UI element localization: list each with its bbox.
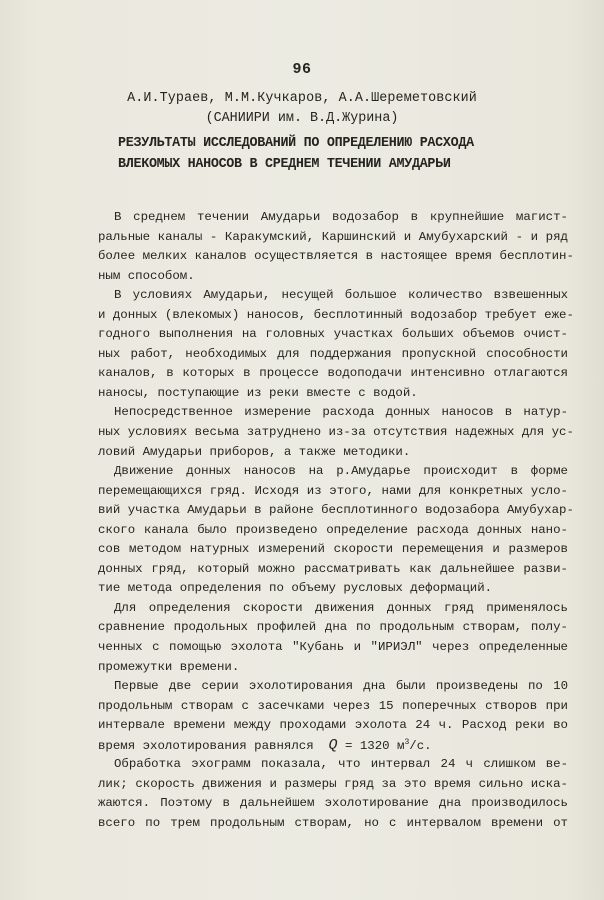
body-line: промежутки времени. — [98, 659, 240, 674]
body-line: жаются. Поэтому в дальнейшем эхолотирование дна производилось — [98, 796, 568, 811]
body-line: продольным створам с засечками через 15 поперечных створов при — [98, 698, 568, 713]
body-line: более мелких каналов осуществляется в настоящее время бесплотин- — [98, 249, 574, 264]
body-line: и донных (влекомых) наносов, бесплотинный водозабор требует еже- — [98, 307, 574, 322]
body-line: Непосредственное измерение расхода донных наносов в натур- — [114, 405, 568, 420]
body-line: В условиях Амударьи, несущей большое количество взвешенных — [114, 288, 568, 303]
body-line: годного выполнения на головных участках больших объемов очист- — [98, 327, 568, 342]
page-number: 96 — [292, 61, 312, 78]
body-line: Движение донных наносов на р.Амударье происходит в форме — [114, 464, 568, 479]
discharge-exponent: 3 — [404, 737, 410, 747]
formula-lead-text: время эхолотирования равнялся — [98, 738, 314, 753]
body-line: перемещающихся гряд. Исходя из этого, нами для конкретных усло- — [98, 483, 568, 498]
body-line: лик; скорость движения и размеры гряд за это время сильно иска- — [98, 776, 568, 791]
body-line: ского канала было произведено определение расхода донных нано- — [98, 522, 568, 537]
article-title-line-2: ВЛЕКОМЫХ НАНОСОВ В СРЕДНЕМ ТЕЧЕНИИ АМУДАРЬИ — [118, 157, 451, 172]
body-line: В среднем течении Амударьи водозабор в крупнейшие магист- — [114, 210, 568, 224]
article-body — [98, 208, 574, 834]
discharge-unit-tail: /с. — [409, 738, 432, 753]
body-line: ным способом. — [98, 268, 195, 283]
body-line: всего по трем продольным створам, но с интервалом времени от — [98, 815, 568, 830]
body-line: Первые две серии эхолотирования дна были произведены по 10 — [114, 679, 568, 694]
institution-line: (САНИИРИ им. В.Д.Журина) — [205, 111, 399, 126]
authors-line: А.И.Тураев, М.М.Кучкаров, А.А.Шереметовский — [127, 91, 477, 106]
discharge-value: = 1320 м — [344, 738, 405, 753]
body-line: вий участка Амударьи в районе бесплотинного водозабора Амубухар- — [98, 503, 574, 518]
body-line-with-formula — [98, 736, 568, 756]
body-line: Для определения скорости движения донных гряд применялось — [114, 600, 568, 615]
body-line: Обработка эхограмм показала, что интервал 24 ч слишком ве- — [114, 757, 568, 772]
body-line: ных работ, необходимых для поддержания пропускной способности — [98, 346, 568, 361]
discharge-symbol: Q — [328, 736, 338, 754]
body-line: сравнение продольных профилей дна по продольным створам, полу- — [98, 620, 568, 635]
body-line: ченных с помощью эхолота "Кубань и "ИРИЭЛ" через определенные — [98, 640, 568, 655]
body-line: ральные каналы - Каракумский, Каршинский и Амубухарский - и ряд — [98, 229, 568, 244]
body-line: донных гряд, который можно рассматривать как дальнейшее разви- — [98, 561, 568, 576]
article-title-line-1: РЕЗУЛЬТАТЫ ИССЛЕДОВАНИЙ ПО ОПРЕДЕЛЕНИЮ РАСХОДА — [118, 136, 474, 151]
body-line: каналов, в которых в процессе водоподачи интенсивно отлагаются — [98, 366, 568, 381]
body-line: наносы, поступающие из реки вместе с водой. — [98, 385, 418, 400]
body-line: ных условиях весьма затруднено из-за отсутствия надежных для ус- — [98, 425, 574, 440]
body-line: интервале времени между проходами эхолота 24 ч. Расход реки во — [98, 718, 568, 733]
body-line: сов методом натурных измерений скорости перемещения и размеров — [98, 542, 568, 557]
body-line: ловий Амударьи приборов, а также методики. — [98, 444, 411, 459]
body-line: тие метода определения по объему русловых деформаций. — [98, 581, 493, 596]
